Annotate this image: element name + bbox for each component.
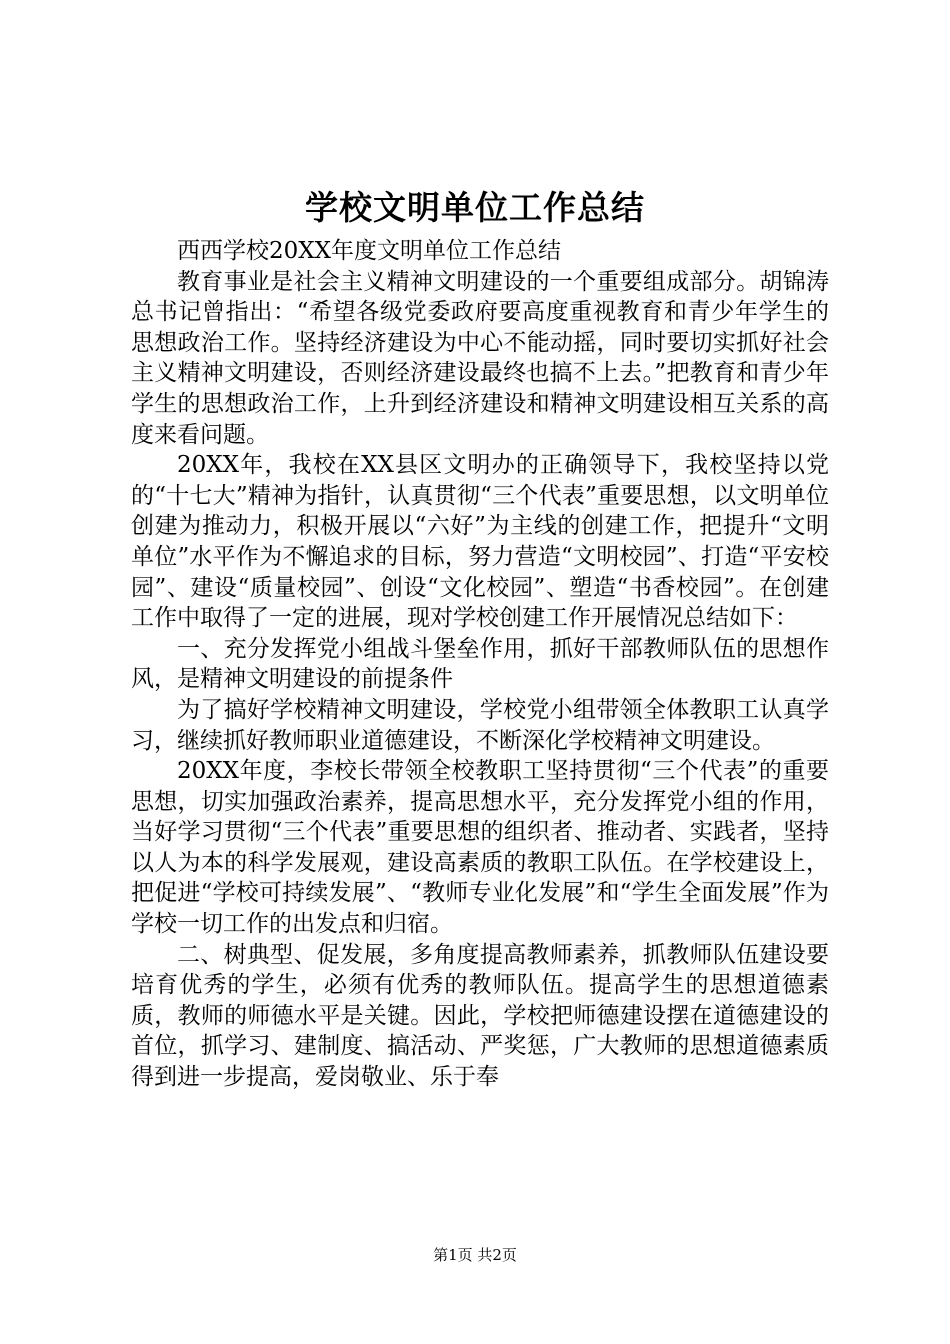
page-footer: 第1页 共2页 <box>433 1246 517 1264</box>
document-body <box>131 236 829 1093</box>
document-title: 学校文明单位工作总结 <box>305 188 645 227</box>
paragraph-section-one-detail: 20XX年度，李校长带领全校教职工坚持贯彻“三个代表”的重要思想，切实加强政治素养，提高思想水平，充分发挥党小组的作用，当好学习贯彻“三个代表”重要思想的组织者、推动者、实践者，坚持以人为本的科学发展观，建设高素质的教职工队伍。在学校建设上，把促进“学校可持续发展”、“教师专业化发展”和“学生全面发展”作为学校一切工作的出发点和归宿。 <box>131 758 829 938</box>
paragraph-section-two: 二、树典型、促发展，多角度提高教师素养，抓教师队伍建设要培育优秀的学生，必须有优秀的教师队伍。提高学生的思想道德素质，教师的师德水平是关键。因此，学校把师德建设摆在道德建设的首位，抓学习、建制度、搞活动、严奖惩，广大教师的思想道德素质得到进一步提高，爱岗敬业、乐于奉 <box>131 941 829 1091</box>
paragraph-subtitle: 西西学校20XX年度文明单位工作总结 <box>177 238 562 264</box>
paragraph-section-one-body: 为了搞好学校精神文明建设，学校党小组带领全体教职工认真学习，继续抓好教师职业道德建设，不断深化学校精神文明建设。 <box>131 696 829 754</box>
paragraph-overview: 20XX年，我校在XX县区文明办的正确领导下，我校坚持以党的“十七大”精神为指针，认真贯彻“三个代表”重要思想，以文明单位创建为推动力，积极开展以“六好”为主线的创建工作，把提升“文明单位”水平作为不懈追求的目标，努力营造“文明校园”、打造“平安校园”、建设“质量校园”、创设“文化校园”、塑造“书香校园”。在创建工作中取得了一定的进展，现对学校创建工作开展情况总结如下： <box>131 452 829 632</box>
paragraph-intro: 教育事业是社会主义精神文明建设的一个重要组成部分。胡锦涛总书记曾指出：“希望各级党委政府要高度重视教育和青少年学生的思想政治工作。坚持经济建设为中心不能动摇，同时要切实抓好社会主义精神文明建设，否则经济建设最终也搞不上去。”把教育和青少年学生的思想政治工作，上升到经济建设和精神文明建设相互关系的高度来看问题。 <box>131 268 829 448</box>
paragraph-section-one-heading: 一、充分发挥党小组战斗堡垒作用，抓好干部教师队伍的思想作风，是精神文明建设的前提条件 <box>131 635 829 693</box>
